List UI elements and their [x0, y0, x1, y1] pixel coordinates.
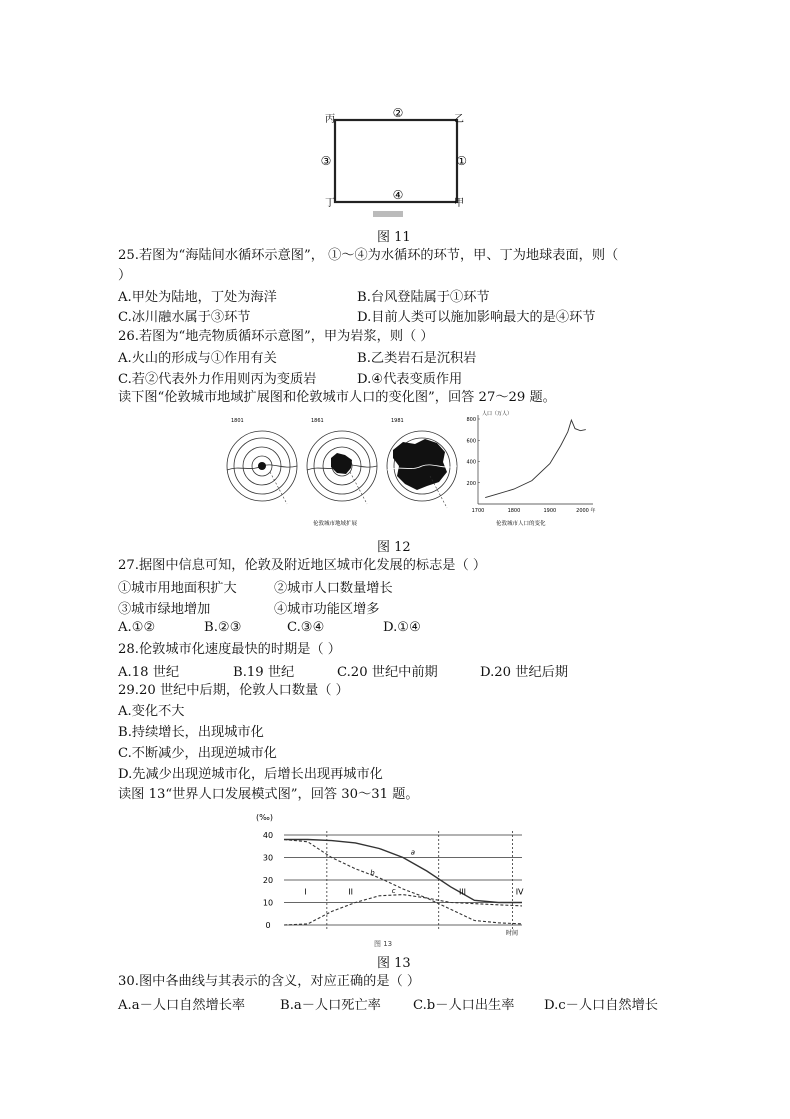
year-1801: 1801: [231, 418, 244, 424]
label-3: ③: [320, 154, 332, 168]
q25-option-a: A.甲处为陆地，丁处为海洋: [118, 290, 277, 305]
label-1: ①: [456, 154, 467, 168]
x-tick-label: 1700: [471, 508, 485, 514]
year-1981: 1981: [391, 418, 404, 424]
y-tick-label: 40: [262, 831, 274, 840]
y-tick-label: 20: [262, 876, 274, 885]
q30-option-d: D.c－人口自然增长: [544, 998, 658, 1013]
stage-label: IV: [515, 887, 524, 897]
intro-figure-12: 读下图“伦敦城市地域扩展图和伦敦城市人口的变化图”，回答 27～29 题。: [118, 390, 556, 405]
q26-option-d: D.④代表变质作用: [357, 372, 463, 387]
q29-option-a: A.变化不大: [118, 704, 185, 719]
map-1801: [227, 418, 297, 504]
y-tick-label: 0: [265, 921, 271, 930]
q28-option-d: D.20 世纪后期: [480, 665, 569, 680]
question-30-stem: 30.图中各曲线与其表示的含义，对应正确的是（ ）: [118, 974, 421, 989]
y-tick-label: 600: [466, 438, 476, 445]
year-1861: 1861: [311, 418, 324, 424]
stage-label: I: [304, 887, 307, 897]
q27-item-1: ①城市用地面积扩大: [118, 581, 237, 596]
q27-item-2: ②城市人口数量增长: [274, 581, 393, 596]
question-27-stem: 27.据图中信息可知，伦敦及附近地区城市化发展的标志是（ ）: [118, 558, 487, 573]
q28-option-b: B.19 世纪: [233, 665, 295, 680]
x-tick-label: 1900: [543, 508, 557, 514]
population-curve: [485, 420, 586, 498]
question-25-stem-end: ）: [118, 268, 132, 283]
series-b-label: b: [370, 868, 375, 877]
chart-caption: 伦敦城市人口的变化: [496, 521, 546, 527]
q25-option-c: C.冰川融水属于③环节: [118, 310, 251, 325]
q29-option-d: D.先减少出现逆城市化，后增长出现再城市化: [118, 767, 383, 782]
y-tick-label: 30: [262, 853, 274, 863]
q27-option-d: D.①④: [383, 620, 421, 635]
stage-label: III: [458, 887, 467, 897]
q25-option-b: B.台风登陆属于①环节: [357, 290, 490, 305]
q26-option-c: C.若②代表外力作用则丙为变质岩: [118, 372, 317, 387]
world-population-model-chart: [250, 807, 540, 950]
q27-option-b: B.②③: [204, 620, 242, 635]
q27-item-3: ③城市绿地增加: [118, 602, 211, 617]
q29-option-b: B.持续增长，出现城市化: [118, 725, 264, 740]
y-tick-label: 800: [466, 417, 476, 423]
y-axis-label: 人口（万人）: [482, 411, 513, 417]
series-c-line: [284, 895, 522, 925]
q30-option-c: C.b－人口出生率: [413, 998, 515, 1013]
y-tick-label: 200: [466, 480, 476, 487]
q26-option-b: B.乙类岩石是沉积岩: [357, 351, 477, 366]
stage-label: II: [348, 887, 353, 897]
series-c-label: c: [391, 886, 396, 895]
figure-12-caption: 图 12: [377, 540, 411, 555]
q30-option-b: B.a－人口死亡率: [280, 998, 381, 1013]
q30-option-a: A.a－人口自然增长率: [118, 998, 246, 1013]
figure-13-caption: 图 13: [377, 956, 411, 971]
series-a-label: a: [410, 848, 416, 857]
label-jia: 甲: [454, 198, 464, 209]
london-population-chart: [458, 407, 608, 532]
q27-option-a: A.①②: [118, 620, 156, 635]
series-b-line: [284, 840, 522, 906]
question-26-stem: 26.若图为“地壳物质循环示意图”，甲为岩浆，则（ ）: [118, 329, 434, 344]
label-4: ④: [392, 188, 404, 202]
x-tick-label: 1800: [507, 508, 521, 514]
intro-figure-13: 读图 13“世界人口发展模式图”，回答 30～31 题。: [118, 787, 419, 802]
unit-label: (‰): [256, 813, 273, 822]
label-yi: 乙: [454, 114, 464, 125]
series-a-line: [284, 840, 522, 903]
map-caption: 伦敦城市地域扩展: [313, 521, 358, 527]
map-1981: [387, 418, 457, 508]
map-1861: [307, 418, 377, 504]
question-25-stem: 25.若图为“海陆间水循环示意图”， ①～④为水循环的环节，甲、丁为地球表面，则（: [118, 248, 619, 263]
question-29-stem: 29.20 世纪中后期，伦敦人口数量（ ）: [118, 683, 349, 698]
q27-item-4: ④城市功能区增多: [274, 602, 380, 617]
y-tick-label: 10: [262, 898, 274, 908]
x-tick-label: 2000 年: [576, 508, 596, 514]
q25-option-d: D.目前人类可以施加影响最大的是④环节: [357, 310, 596, 325]
q29-option-c: C.不断减少，出现逆城市化: [118, 746, 277, 761]
q28-option-a: A.18 世纪: [118, 665, 180, 680]
figure-11-caption: 图 11: [377, 230, 411, 245]
figure-12-expansion-maps: [225, 410, 460, 530]
label-2: ②: [392, 106, 404, 120]
y-tick-label: 400: [466, 459, 476, 466]
q27-option-c: C.③④: [287, 620, 325, 635]
x-axis-label: 时间: [506, 930, 519, 937]
question-28-stem: 28.伦敦城市化速度最快的时期是（ ）: [118, 642, 341, 657]
q26-option-a: A.火山的形成与①作用有关: [118, 351, 277, 366]
label-bing: 丙: [325, 114, 335, 125]
label-ding: 丁: [325, 198, 335, 209]
inner-caption: 图 13: [374, 940, 393, 948]
figure-11-cycle-diagram: [318, 103, 468, 218]
q28-option-c: C.20 世纪中前期: [337, 665, 438, 680]
